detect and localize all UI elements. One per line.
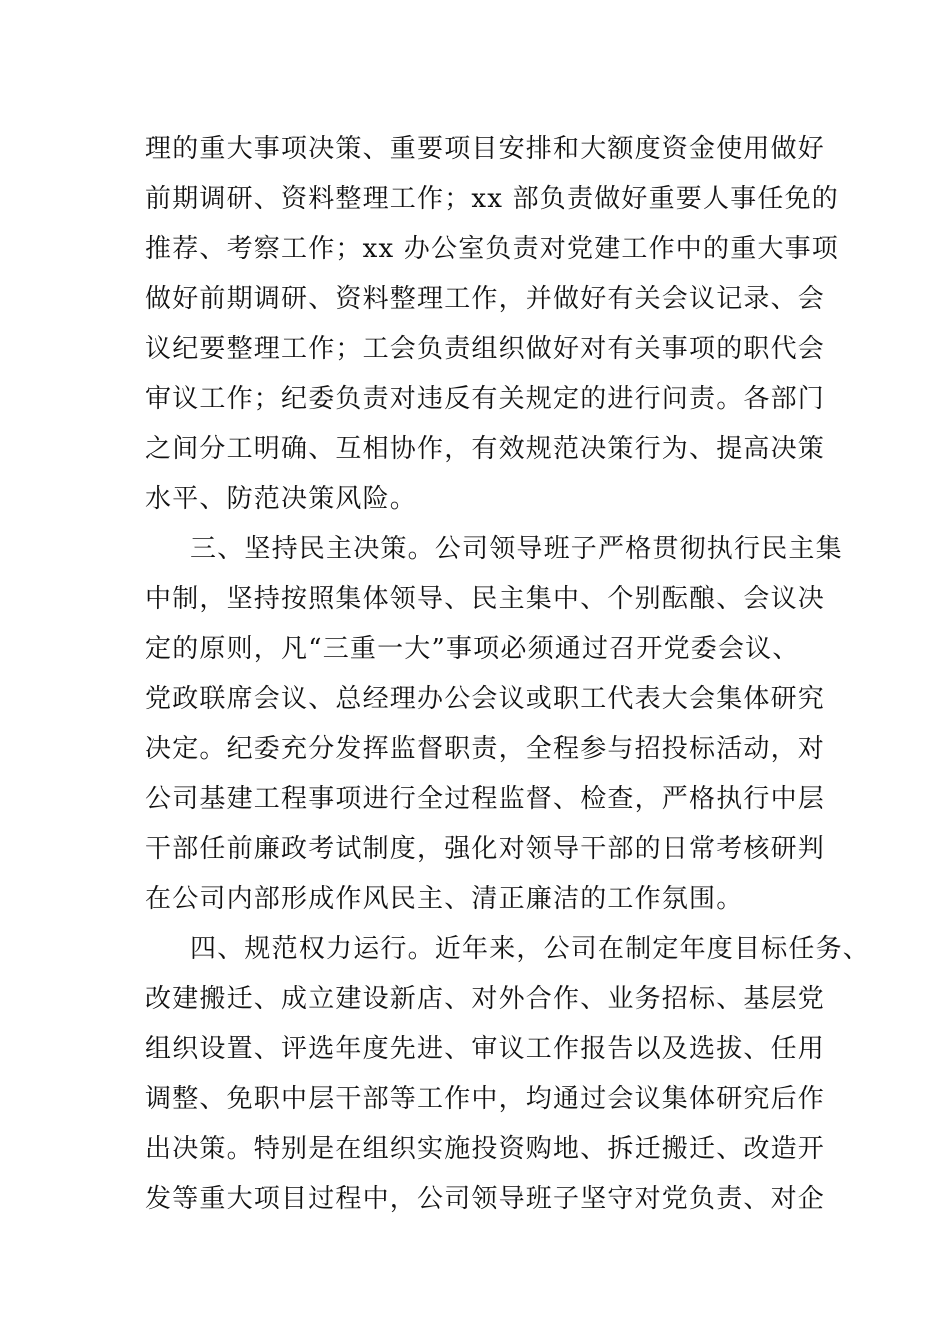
paragraph-four-heading-line: 四、规范权力运行。近年来，公司在制定年度目标任务、 [190, 934, 871, 964]
text-line: 审议工作；纪委负责对违反有关规定的进行问责。各部门 [145, 384, 826, 414]
text-line: 公司基建工程事项进行全过程监督、检查，严格执行中层 [145, 784, 826, 814]
text-line: 干部任前廉政考试制度，强化对领导干部的日常考核研判 [145, 834, 826, 864]
text-line: 定的原则，凡“三重一大”事项必须通过召开党委会议、 [145, 634, 800, 664]
text-line: 前期调研、资料整理工作；xx 部负责做好重要人事任免的 [145, 184, 839, 214]
text-line: 改建搬迁、成立建设新店、对外合作、业务招标、基层党 [145, 984, 826, 1014]
text-line: 决定。纪委充分发挥监督职责，全程参与招投标活动，对 [145, 734, 826, 764]
text-line: 推荐、考察工作；xx 办公室负责对党建工作中的重大事项 [145, 234, 839, 264]
text-line: 党政联席会议、总经理办公会议或职工代表大会集体研究 [145, 684, 826, 714]
text-line: 发等重大项目过程中，公司领导班子坚守对党负责、对企 [145, 1184, 826, 1214]
text-line: 调整、免职中层干部等工作中，均通过会议集体研究后作 [145, 1084, 826, 1114]
text-line: 议纪要整理工作；工会负责组织做好对有关事项的职代会 [145, 334, 826, 364]
paragraph-three-heading-line: 三、坚持民主决策。公司领导班子严格贯彻执行民主集 [190, 534, 843, 564]
text-line: 中制，坚持按照集体领导、民主集中、个别酝酿、会议决 [145, 584, 826, 614]
text-line: 水平、防范决策风险。 [145, 484, 418, 514]
text-line: 做好前期调研、资料整理工作，并做好有关会议记录、会 [145, 284, 826, 314]
text-line: 出决策。特别是在组织实施投资购地、拆迁搬迁、改造开 [145, 1134, 826, 1164]
text-line: 组织设置、评选年度先进、审议工作报告以及选拔、任用 [145, 1034, 826, 1064]
text-line: 之间分工明确、互相协作，有效规范决策行为、提高决策 [145, 434, 826, 464]
text-line: 理的重大事项决策、重要项目安排和大额度资金使用做好 [145, 134, 826, 164]
text-line: 在公司内部形成作风民主、清正廉洁的工作氛围。 [145, 884, 744, 914]
